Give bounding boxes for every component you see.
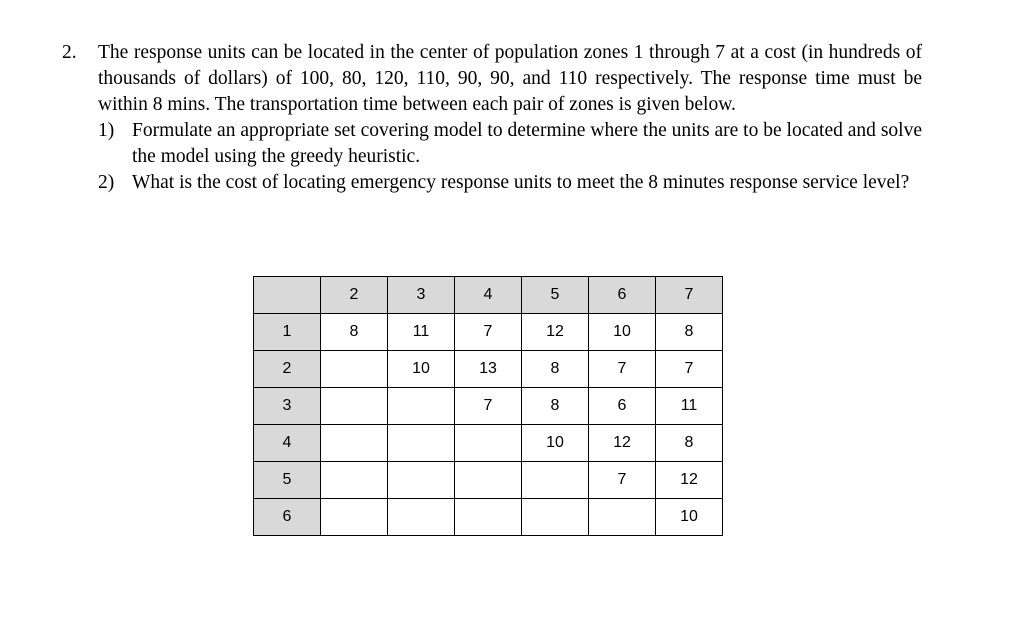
table-cell: 7 [589, 351, 656, 388]
table-row [254, 351, 723, 388]
problem-text: The response units can be located in the center of population zones 1 through 7 at a cost (in hundreds of thousands of dollars) of 100, 80, 120, 110, 90, 90, and 110 respectively. The response time must be within 8 mins. The transportation time between each pair of zones is given below. [98, 42, 922, 115]
table-cell [321, 462, 388, 499]
table-header-row [254, 277, 723, 314]
table-cell [455, 425, 522, 462]
subpart-1-label: 1) [98, 120, 115, 141]
table-cell: 12 [589, 425, 656, 462]
table-row [254, 462, 723, 499]
table-cell: 7 [455, 388, 522, 425]
table-corner-cell [254, 277, 321, 314]
subpart-2-text: What is the cost of locating emergency response units to meet the 8 minutes response service level? [132, 172, 910, 193]
transportation-time-table [253, 276, 723, 536]
row-header: 2 [254, 351, 321, 388]
subpart-2 [98, 170, 922, 196]
table-cell: 7 [589, 462, 656, 499]
table-cell: 10 [589, 314, 656, 351]
table-cell: 7 [656, 351, 723, 388]
table-cell: 8 [522, 351, 589, 388]
subpart-1 [98, 118, 922, 170]
table-cell: 12 [656, 462, 723, 499]
table-cell: 8 [656, 425, 723, 462]
row-header: 3 [254, 388, 321, 425]
table-cell: 10 [388, 351, 455, 388]
column-header: 4 [455, 277, 522, 314]
row-header: 1 [254, 314, 321, 351]
table-cell: 7 [455, 314, 522, 351]
table-cell [522, 462, 589, 499]
row-header: 6 [254, 499, 321, 536]
row-header: 4 [254, 425, 321, 462]
table-cell [388, 425, 455, 462]
table-cell [321, 499, 388, 536]
problem-number: 2. [62, 42, 77, 63]
table-cell [522, 499, 589, 536]
table-cell: 10 [522, 425, 589, 462]
table-cell: 6 [589, 388, 656, 425]
table-cell: 8 [522, 388, 589, 425]
table-cell [321, 425, 388, 462]
table-row [254, 388, 723, 425]
table-cell [455, 499, 522, 536]
table-cell: 11 [656, 388, 723, 425]
subpart-1-text: Formulate an appropriate set covering model to determine where the units are to be located and solve the model using the greedy heuristic. [132, 120, 922, 167]
column-header: 5 [522, 277, 589, 314]
column-header: 6 [589, 277, 656, 314]
subpart-2-label: 2) [98, 172, 115, 193]
table-cell: 12 [522, 314, 589, 351]
table-row [254, 499, 723, 536]
table-cell [388, 388, 455, 425]
problem-paragraph [62, 40, 922, 118]
table-row [254, 314, 723, 351]
column-header: 3 [388, 277, 455, 314]
table-cell: 8 [656, 314, 723, 351]
column-header: 7 [656, 277, 723, 314]
table-cell: 10 [656, 499, 723, 536]
row-header: 5 [254, 462, 321, 499]
table-cell [388, 462, 455, 499]
table-cell [388, 499, 455, 536]
table-cell: 8 [321, 314, 388, 351]
table-cell [455, 462, 522, 499]
table-cell [589, 499, 656, 536]
table-cell [321, 351, 388, 388]
column-header: 2 [321, 277, 388, 314]
table-cell: 13 [455, 351, 522, 388]
table-cell [321, 388, 388, 425]
table-row [254, 425, 723, 462]
table-cell: 11 [388, 314, 455, 351]
problem-statement [62, 40, 922, 196]
